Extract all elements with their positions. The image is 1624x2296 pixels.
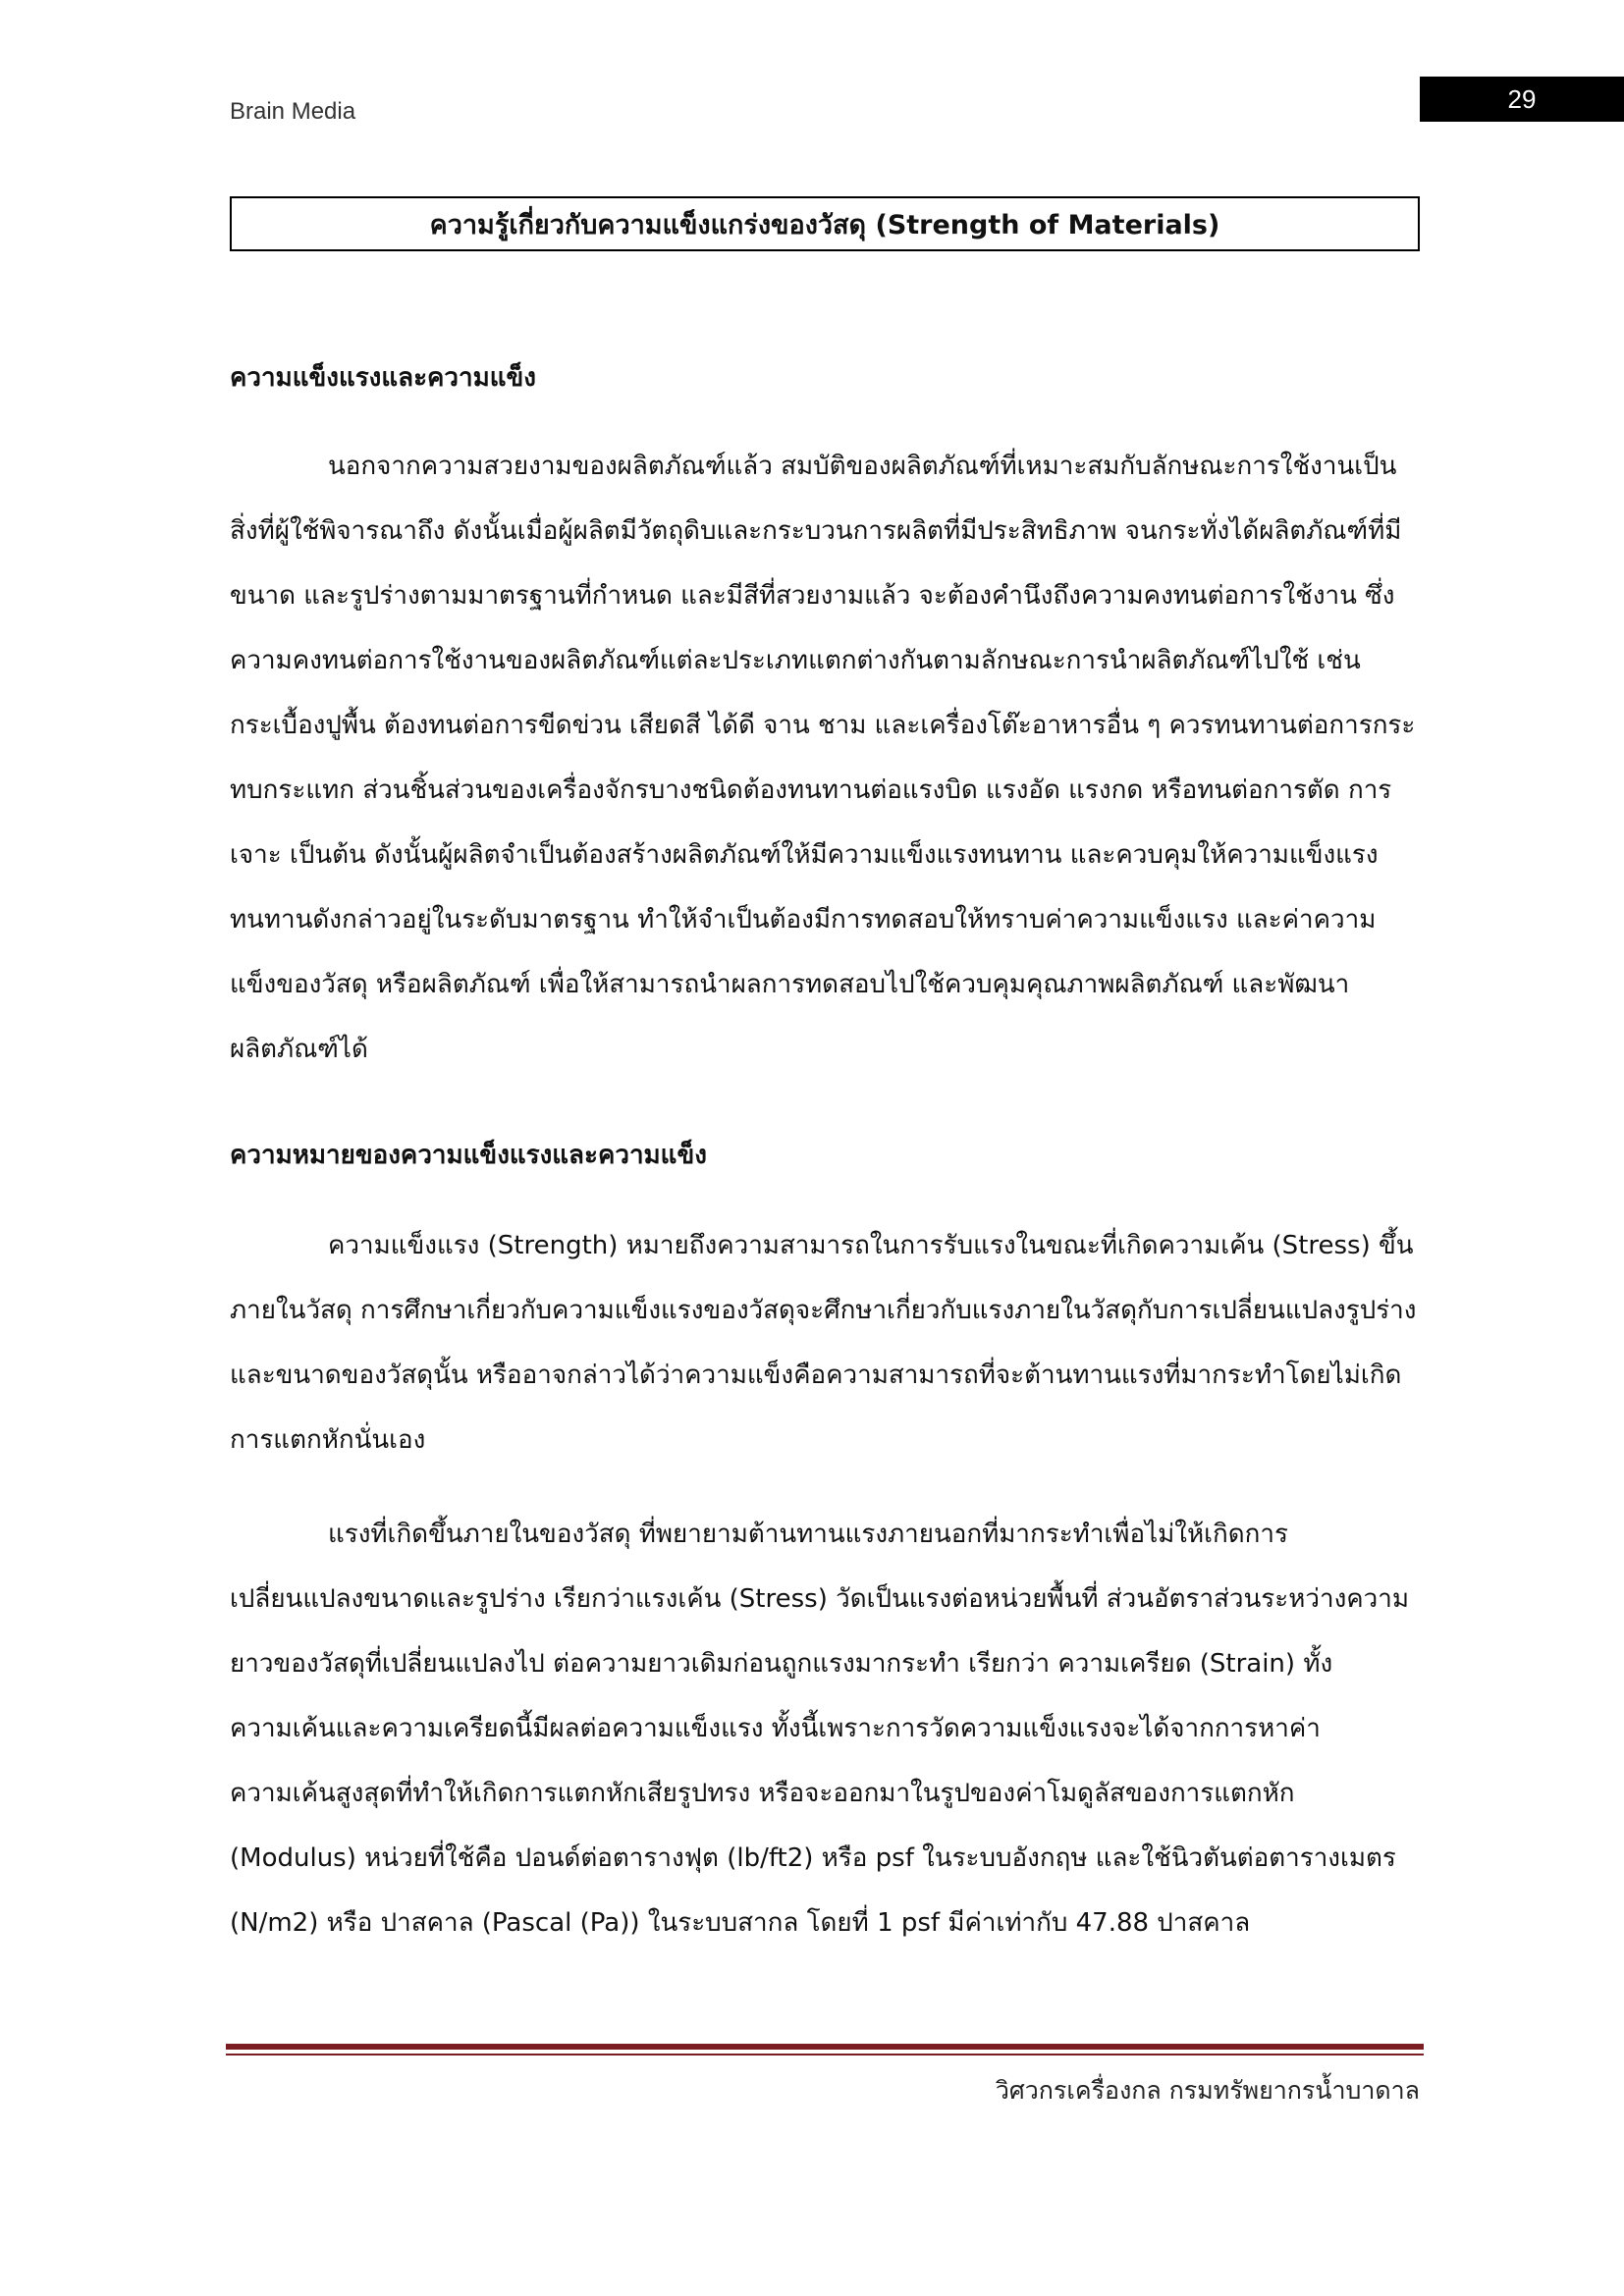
paragraph-stress-strain: แรงที่เกิดขึ้นภายในของวัสดุ ที่พยายามต้านทานแรงภายนอกที่มากระทำเพื่อไม่ให้เกิดการเปลี่ยนแปลงขนาดและรูปร่าง เรียกว่าแรงเค้น (Stress) วัดเป็นแรงต่อหน่วยพื้นที่ ส่วนอัตราส่วนระหว่างความยาวของวัสดุที่เปลี่ยนแปลงไป ต่อความยาวเดิมก่อนถูกแรงมากระทำ เรียกว่า ความเครียด (Strain) ทั้งความเค้นและความเครียดนี้มีผลต่อความแข็งแรง ทั้งนี้เพราะการวัดความแข็งแรงจะได้จากการหาค่าความเค้นสูงสุดที่ทำให้เกิดการแตกหักเสียรูปทรง หรือจะออกมาในรูปของค่าโมดูลัสของการแตกหัก (Modulus) หน่วยที่ใช้คือ ปอนด์ต่อตารางฟุต (lb/ft2) หรือ psf ในระบบอังกฤษ และใช้นิวตันต่อตารางเมตร (N/m2) หรือ ปาสคาล (Pascal (Pa)) ในระบบสากล โดยที่ 1 psf มีค่าเท่ากับ 47.88 ปาสคาล	[230, 1520, 1409, 1938]
footer-divider-thin	[226, 2054, 1424, 2056]
footer-author: วิศวกรเครื่องกล กรมทรัพยากรน้ำบาดาล	[995, 2076, 1420, 2105]
spacer	[230, 1082, 1420, 1123]
document-body	[230, 346, 1420, 1955]
paragraph-strength-definition: ความแข็งแรง (Strength) หมายถึงความสามารถในการรับแรงในขณะที่เกิดความเค้น (Stress) ขึ้นภายในวัสดุ การศึกษาเกี่ยวกับความแข็งแรงของวัสดุจะศึกษาเกี่ยวกับแรงภายในวัสดุกับการเปลี่ยนแปลงรูปร่างและขนาดของวัสดุนั้น หรืออาจกล่าวได้ว่าความแข็งคือความสามารถที่จะต้านทานแรงที่มากระทำโดยไม่เกิดการแตกหักนั่นเอง	[230, 1231, 1417, 1455]
document-title: ความรู้เกี่ยวกับความแข็งแกร่งของวัสดุ (Strength of Materials)	[230, 196, 1420, 251]
spacer	[230, 410, 1420, 434]
page-number: 29	[1420, 77, 1624, 122]
section-heading-definition: ความหมายของความแข็งแรงและความแข็ง	[230, 1141, 707, 1170]
header-brand: Brain Media	[230, 98, 356, 125]
paragraph-intro: นอกจากความสวยงามของผลิตภัณฑ์แล้ว สมบัติของผลิตภัณฑ์ที่เหมาะสมกับลักษณะการใช้งานเป็นสิ่งที่ผู้ใช้พิจารณาถึง ดังนั้นเมื่อผู้ผลิตมีวัตถุดิบและกระบวนการผลิตที่มีประสิทธิภาพ จนกระทั่งได้ผลิตภัณฑ์ที่มีขนาด และรูปร่างตามมาตรฐานที่กำหนด และมีสีที่สวยงามแล้ว จะต้องคำนึงถึงความคงทนต่อการใช้งาน ซึ่งความคงทนต่อการใช้งานของผลิตภัณฑ์แต่ละประเภทแตกต่างกันตามลักษณะการนำผลิตภัณฑ์ไปใช้ เช่น กระเบื้องปูพื้น ต้องทนต่อการขีดข่วน เสียดสี ได้ดี จาน ชาม และเครื่องโต๊ะอาหารอื่น ๆ ควรทนทานต่อการกระทบกระแทก ส่วนชิ้นส่วนของเครื่องจักรบางชนิดต้องทนทานต่อแรงบิด แรงอัด แรงกด หรือทนต่อการตัด การเจาะ เป็นต้น ดังนั้นผู้ผลิตจำเป็นต้องสร้างผลิตภัณฑ์ให้มีความแข็งแรงทนทาน และควบคุมให้ความแข็งแรงทนทานดังกล่าวอยู่ในระดับมาตรฐาน ทำให้จำเป็นต้องมีการทดสอบให้ทราบค่าความแข็งแรง และค่าความแข็งของวัสดุ หรือผลิตภัณฑ์ เพื่อให้สามารถนำผลการทดสอบไปใช้ควบคุมคุณภาพผลิตภัณฑ์ และพัฒนาผลิตภัณฑ์ได้	[230, 452, 1416, 1064]
spacer	[230, 1472, 1420, 1502]
spacer	[230, 1188, 1420, 1213]
footer-divider-thick	[226, 2044, 1424, 2050]
section-heading-strength-hardness: ความแข็งแรงและความแข็ง	[230, 363, 536, 393]
